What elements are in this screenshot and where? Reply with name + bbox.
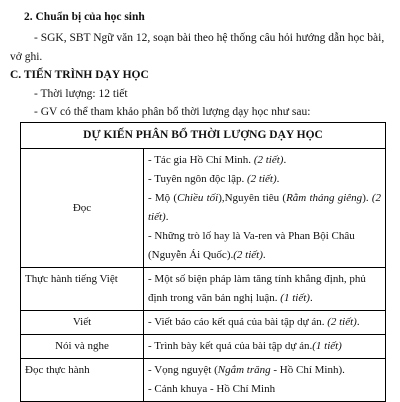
table-row [21,311,386,335]
table-row [21,335,386,359]
list-item: - Một số biện pháp làm tăng tính khẳng định, phủ định trong văn bản nghị luận. (1 tiết). [148,273,366,304]
section-2-heading: 2. Chuẩn bị của học sinh [24,11,145,23]
row-content [144,268,386,311]
row-content [144,335,386,359]
student-prep-line-1: - SGK, SBT Ngữ văn 12, soạn bài theo hệ thống câu hỏi hướng dẫn học bài, [34,32,385,44]
row-label: Đọc thực hành [21,359,144,402]
table-header-row [21,123,386,149]
list-item: - Những trò lố hay là Va-ren và Phan Bội Châu (Nguyễn Ái Quốc).(2 tiết). [148,230,355,261]
list-item: - Vọng nguyệt (Ngắm trăng - Hồ Chí Minh). [148,364,345,376]
list-item: - Cảnh khuya - Hồ Chí Minh [148,383,276,395]
row-content [144,359,386,402]
table-row [21,149,386,268]
student-prep-line-2: vở ghi. [10,51,43,63]
table-row [21,268,386,311]
row-label: Đọc [21,149,144,268]
row-label: Nói và nghe [21,335,144,359]
row-content [144,311,386,335]
list-item: - Viết báo cáo kết quả của bài tập dự án. (2 tiết). [148,316,360,328]
teacher-reference-line: - GV có thể tham khảo phân bổ thời lượng dạy học như sau: [34,106,311,118]
list-item: - Trình bày kết quả của bài tập dự án.(1 tiết) [148,340,342,352]
list-item: - Tuyên ngôn độc lập. (2 tiết). [148,173,280,185]
table-header: DỰ KIẾN PHÂN BỔ THỜI LƯỢNG DẠY HỌC [21,123,386,149]
row-label: Viết [21,311,144,335]
row-label: Thực hành tiếng Việt [21,268,144,311]
time-allocation-line: - Thời lượng: 12 tiết [34,88,128,100]
row-content [144,149,386,268]
table-row [21,359,386,402]
section-c-heading: C. TIẾN TRÌNH DẠY HỌC [10,69,149,81]
time-allocation-table [20,122,386,402]
list-item: - Tác gia Hồ Chí Minh. (2 tiết). [148,154,287,166]
list-item: - Mộ (Chiều tối),Nguyên tiêu (Rằm tháng giêng). (2 tiết). [148,192,382,223]
